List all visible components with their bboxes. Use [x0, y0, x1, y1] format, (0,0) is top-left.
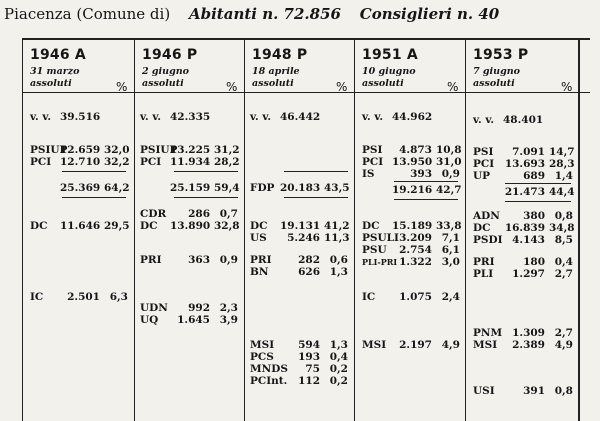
subtotal-rule	[174, 171, 238, 172]
table-row: PRI 180 0,4	[473, 256, 573, 268]
table-row: DC 19.131 41,2	[250, 220, 350, 232]
councillors: Consiglieri n. 40	[359, 5, 500, 23]
page-title	[4, 4, 594, 24]
table-right-border	[578, 38, 580, 421]
column-1946-p	[134, 40, 244, 421]
column-pct: %	[226, 80, 238, 94]
table-row: PRI 363 0,9	[140, 254, 238, 266]
column-date: 2 giugno	[142, 66, 189, 77]
table-row: UDN 992 2,3	[140, 302, 238, 314]
table-row: PNM 1.309 2,7	[473, 327, 573, 339]
table-row: v. v. 39.516	[30, 111, 101, 123]
table-row: PCI 12.710 32,2	[30, 156, 130, 168]
table-row: PSULI 3.209 7,1	[362, 232, 460, 244]
subtotal-rule	[505, 201, 571, 202]
column-date: 31 marzo	[30, 66, 80, 77]
table-row: FDP 20.183 43,5	[250, 182, 350, 194]
table-row: v. v. 48.401	[473, 114, 544, 126]
table-row: PLI 1.297 2,7	[473, 268, 573, 280]
table-row: 21.473 44,4	[504, 186, 575, 198]
column-1948-p	[244, 40, 354, 421]
table-row: IC 1.075 2,4	[362, 291, 460, 303]
column-1951-a	[354, 40, 465, 421]
subtotal-rule	[174, 197, 238, 198]
table-row: DC 16.839 34,8	[473, 222, 575, 234]
table-row: PCI 13.950 31,0	[362, 156, 462, 168]
column-date: 7 giugno	[473, 66, 520, 77]
table-row: MSI 594 1,3	[250, 339, 348, 351]
table-row: MNDS 75 0,2	[250, 363, 348, 375]
table-row: MSI 2.389 4,9	[473, 339, 573, 351]
table-row: v. v. 44.962	[362, 111, 433, 123]
column-year: 1948 P	[252, 47, 308, 63]
column-assoluti: assoluti	[30, 78, 72, 89]
column-pct: %	[336, 80, 348, 94]
table-row: DC 11.646 29,5	[30, 220, 130, 232]
table-row: PCInt. 112 0,2	[250, 375, 348, 387]
column-pct: %	[561, 80, 573, 94]
table-row: IC 2.501 6,3	[30, 291, 128, 303]
column-assoluti: assoluti	[252, 78, 294, 89]
table-row: US 5.246 11,3	[250, 232, 350, 244]
table-row: CDR 286 0,7	[140, 208, 238, 220]
column-assoluti: assoluti	[142, 78, 184, 89]
table-row: DC 13.890 32,8	[140, 220, 240, 232]
table-row: PSDI 4.143 8,5	[473, 234, 573, 246]
column-year: 1946 P	[142, 47, 198, 63]
column-date: 18 aprile	[252, 66, 300, 77]
table-row: PCI 11.934 28,2	[140, 156, 240, 168]
subtotal-rule	[284, 197, 348, 198]
table-row: UP 689 1,4	[473, 170, 573, 182]
table-row: IS 393 0,9	[362, 168, 460, 180]
table-row: PCS 193 0,4	[250, 351, 348, 363]
column-1953-p	[465, 40, 578, 421]
table-row: MSI 2.197 4,9	[362, 339, 460, 351]
subtotal-rule	[394, 181, 458, 182]
column-pct: %	[116, 80, 128, 94]
table-row: PSU 2.754 6,1	[362, 244, 460, 256]
table-row: v. v. 42.335	[140, 111, 211, 123]
table-row: 19.216 42,7	[392, 184, 462, 196]
table-row: PLI-PRI 1.322 3,0	[362, 256, 460, 268]
column-assoluti: assoluti	[473, 78, 515, 89]
table-row: PSIUP 12.659 32,0	[30, 144, 130, 156]
table-row: PSI 4.873 10,8	[362, 144, 462, 156]
subtotal-rule	[505, 183, 571, 184]
table-row: PCI 13.693 28,3	[473, 158, 575, 170]
column-pct: %	[447, 80, 459, 94]
column-1946-a	[22, 40, 134, 421]
column-year: 1953 P	[473, 47, 529, 63]
table-row: 25.159 59,4	[170, 182, 240, 194]
place-name: Piacenza (Comune di)	[4, 5, 171, 23]
table-row: ADN 380 0,8	[473, 210, 573, 222]
table-row: BN 626 1,3	[250, 266, 348, 278]
table-row: USI 391 0,8	[473, 385, 573, 397]
subtotal-rule	[62, 171, 126, 172]
population: Abitanti n. 72.856	[188, 5, 341, 23]
table-row: 25.369 64,2	[60, 182, 130, 194]
subtotal-rule	[284, 171, 348, 172]
column-year: 1946 A	[30, 47, 86, 63]
subtotal-rule	[394, 199, 458, 200]
table-row: PRI 282 0,6	[250, 254, 348, 266]
subtotal-rule	[62, 197, 126, 198]
column-year: 1951 A	[362, 47, 418, 63]
table-row: v. v. 46.442	[250, 111, 321, 123]
column-assoluti: assoluti	[362, 78, 404, 89]
column-date: 10 giugno	[362, 66, 416, 77]
table-row: PSI 7.091 14,7	[473, 146, 575, 158]
table-row: UQ 1.645 3,9	[140, 314, 238, 326]
table-row: DC 15.189 33,8	[362, 220, 462, 232]
table-row: PSIUP 13.225 31,2	[140, 144, 240, 156]
